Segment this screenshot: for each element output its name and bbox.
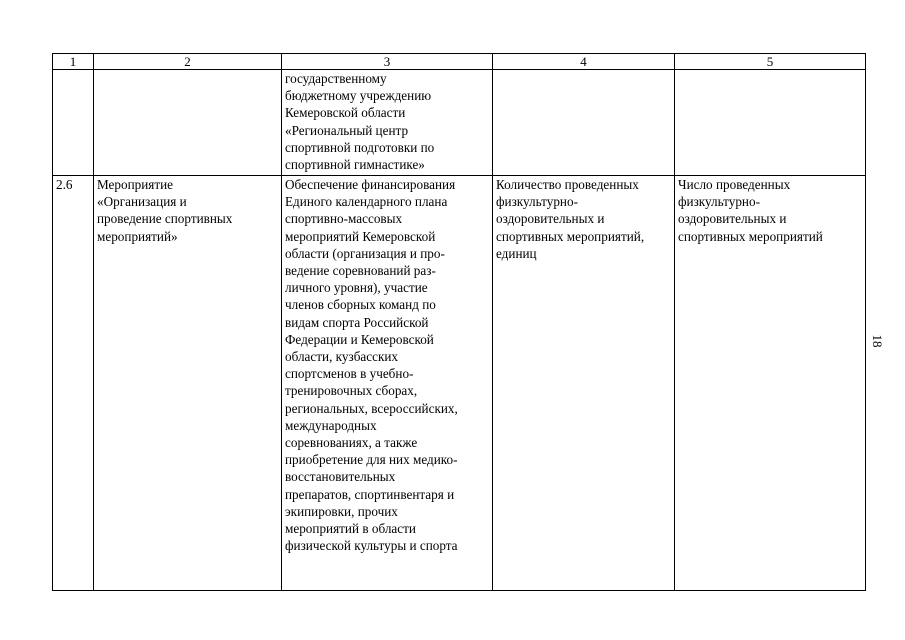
header-cell-4: 4 <box>493 54 675 70</box>
header-cell-3: 3 <box>282 54 493 70</box>
event-description-line: ведение соревнований раз- <box>285 263 436 279</box>
event-name-cell <box>94 176 282 591</box>
event-description-line: области, кузбасских <box>285 349 399 365</box>
indicator-line: единиц <box>496 245 537 261</box>
event-description-line: мероприятий в области <box>285 521 416 537</box>
continued-description-line: «Региональный центр <box>285 122 409 138</box>
event-name-line: проведение спортивных <box>97 211 233 227</box>
event-description-line: восстановительных <box>285 469 396 485</box>
event-description-line: членов сборных команд по <box>285 297 436 313</box>
table-row-2-6 <box>53 176 866 591</box>
measure-line: физкультурно- <box>678 194 760 210</box>
continued-description-line: государственному <box>285 71 387 86</box>
event-description-line: региональных, всероссийских, <box>285 400 458 416</box>
event-description-line: физической культуры и спорта <box>285 538 458 554</box>
event-description-line: спортивно-массовых <box>285 211 403 227</box>
indicator-cell <box>493 176 675 591</box>
continued-number-cell <box>53 70 94 176</box>
event-description-line: Единого календарного плана <box>285 194 448 210</box>
header-cell-2: 2 <box>94 54 282 70</box>
continued-description-line: спортивной подготовки по <box>285 139 435 155</box>
table-row-continued <box>53 70 866 176</box>
continued-name-cell <box>94 70 282 176</box>
event-description-line: личного уровня), участие <box>285 280 428 296</box>
header-cell-5: 5 <box>675 54 866 70</box>
continued-measure-cell <box>675 70 866 176</box>
event-name-line: Мероприятие <box>97 177 174 192</box>
event-description-line: спортсменов в учебно- <box>285 366 414 382</box>
continued-description-line: Кемеровской области <box>285 105 406 121</box>
continued-description-cell <box>282 70 493 176</box>
measure-line: спортивных мероприятий <box>678 228 823 244</box>
indicator-line: Количество проведенных <box>496 177 639 192</box>
header-row <box>53 54 866 70</box>
continued-description-line: бюджетному учреждению <box>285 88 432 104</box>
event-description-line: соревнованиях, а также <box>285 435 418 451</box>
indicator-line: спортивных мероприятий, <box>496 228 645 244</box>
row-number-cell: 2.6 <box>53 176 94 591</box>
event-description-line: области (организация и про- <box>285 245 445 261</box>
event-description-line: мероприятий Кемеровской <box>285 228 436 244</box>
indicator-line: оздоровительных и <box>496 211 605 227</box>
indicator-line: физкультурно- <box>496 194 578 210</box>
event-description-line: экипировки, прочих <box>285 503 398 519</box>
event-description-line: Обеспечение финансирования <box>285 177 456 192</box>
event-description-line: видам спорта Российской <box>285 314 429 330</box>
header-cell-1: 1 <box>53 54 94 70</box>
event-name-line: «Организация и <box>97 194 187 210</box>
event-description-cell <box>282 176 493 591</box>
event-name-line: мероприятий» <box>97 228 178 244</box>
page-number: 18 <box>870 334 885 348</box>
event-description-line: тренировочных сборах, <box>285 383 418 399</box>
event-description-line: препаратов, спортинвентаря и <box>285 486 455 502</box>
continued-description-line: спортивной гимнастике» <box>285 157 425 173</box>
event-description-line: Федерации и Кемеровской <box>285 331 434 347</box>
continued-indicator-cell <box>493 70 675 176</box>
measure-line: оздоровительных и <box>678 211 787 227</box>
measure-cell <box>675 176 866 591</box>
measure-line: Число проведенных <box>678 177 791 192</box>
event-description-line: международных <box>285 417 377 433</box>
program-table <box>52 53 866 591</box>
event-description-line: приобретение для них медико- <box>285 452 458 468</box>
